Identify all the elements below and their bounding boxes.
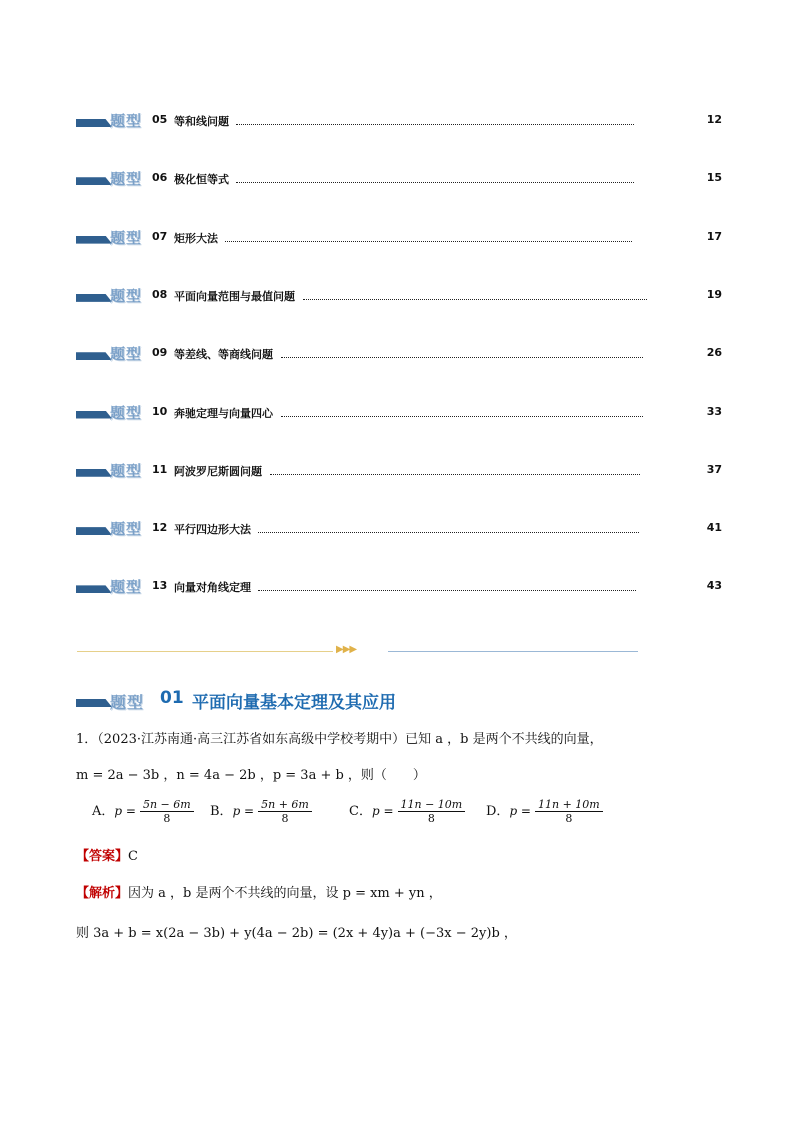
option-fraction	[258, 798, 312, 825]
option-numerator: 11n − 10m	[398, 798, 466, 812]
toc-item-title: 矩形大法	[174, 231, 218, 245]
option-letter: D．	[486, 804, 510, 819]
toc-item-page: 15	[706, 171, 722, 185]
toc-item-title: 等差线、等商线问题	[174, 348, 273, 362]
toc-leader-dots	[258, 532, 639, 533]
toc-item-page: 17	[706, 229, 722, 243]
divider-right	[388, 651, 638, 652]
toc-item-number: 07	[152, 229, 168, 243]
toc-item-page: 37	[706, 462, 722, 476]
option-lhs: p =	[509, 804, 531, 818]
toc-item-title: 平行四边形大法	[174, 523, 251, 537]
toc-badge	[76, 168, 146, 188]
toc-item-page: 12	[706, 113, 722, 126]
badge-label: 题型	[110, 520, 143, 539]
toc-item-page: 26	[706, 346, 722, 360]
toc-item[interactable]	[76, 460, 726, 480]
badge-label: 题型	[110, 286, 143, 305]
toc-badge	[76, 110, 146, 130]
toc-item-number: 13	[152, 579, 168, 593]
section-number: 01	[160, 688, 184, 708]
toc-leader-dots	[258, 590, 636, 591]
section-heading	[76, 688, 716, 714]
option-numerator: 11n + 10m	[535, 798, 603, 812]
option-numerator: 5n − 6m	[140, 798, 194, 812]
toc-item[interactable]	[76, 110, 726, 130]
badge-label: 题型	[110, 170, 143, 189]
badge-bar-icon	[76, 585, 112, 593]
option-letter: B．	[210, 804, 233, 819]
badge-bar-icon	[76, 236, 112, 244]
toc-leader-dots	[236, 182, 634, 183]
answer-value: C	[128, 849, 138, 864]
toc-item-title: 奔驰定理与向量四心	[174, 406, 273, 420]
toc-badge	[76, 460, 146, 480]
badge-bar-icon	[76, 119, 112, 127]
toc-item-number: 06	[152, 171, 168, 185]
toc-item-number: 05	[152, 113, 168, 126]
toc-item-number: 09	[152, 346, 168, 360]
toc-badge	[76, 402, 146, 422]
badge-bar-icon	[76, 177, 112, 185]
badge-bar-icon	[76, 294, 112, 302]
toc-badge	[76, 576, 146, 596]
analysis-line1: 因为 a ，b 是两个不共线的向量，设 p = xm + yn ，	[128, 886, 442, 901]
section-title: 平面向量基本定理及其应用	[192, 693, 396, 713]
option-fraction	[398, 798, 466, 825]
toc-badge	[76, 227, 146, 247]
badge-bar-icon	[76, 352, 112, 360]
option-lhs: p =	[371, 804, 394, 818]
toc-item-number: 12	[152, 521, 168, 535]
toc-item-number: 10	[152, 404, 168, 418]
analysis-line2: 则 3a + b = x(2a − 3b) + y(4a − 2b) = (2x + 4y)a + (−3x − 2y)b ，	[76, 926, 517, 941]
badge-bar-icon	[76, 469, 112, 477]
toc-badge	[76, 343, 146, 363]
option-fraction	[535, 798, 603, 825]
toc-item[interactable]	[76, 518, 726, 538]
badge-bar-icon	[76, 699, 112, 707]
badge-label: 题型	[110, 693, 145, 712]
option-denominator: 8	[281, 812, 289, 825]
question-stem-line2: m = 2a − 3b ，n = 4a − 2b ，p = 3a + b ，则（ ）	[76, 768, 426, 783]
toc-badge	[76, 518, 146, 538]
toc-item-title: 平面向量范围与最值问题	[174, 289, 295, 303]
badge-label: 题型	[110, 403, 143, 422]
answer-line	[76, 845, 138, 864]
toc-item-page: 33	[706, 404, 722, 418]
option-choice[interactable]	[349, 798, 469, 825]
toc-item[interactable]	[76, 227, 726, 247]
question-stem-line1: 1．（2023·江苏南通·高三江苏省如东高级中学校考期中）已知 a ，b 是两个不共线的向量，	[76, 732, 603, 747]
section-badge	[76, 690, 146, 710]
answer-tag: 【答案】	[76, 849, 129, 864]
toc-leader-dots	[236, 124, 634, 125]
badge-label: 题型	[110, 461, 143, 480]
option-choice[interactable]	[486, 798, 607, 825]
option-denominator: 8	[163, 812, 171, 825]
toc-item[interactable]	[76, 576, 726, 596]
option-choice[interactable]	[210, 798, 316, 825]
toc-item-page: 43	[706, 579, 722, 593]
toc-leader-dots	[281, 357, 643, 358]
option-letter: C．	[349, 804, 372, 819]
toc-item[interactable]	[76, 402, 726, 422]
option-choice[interactable]	[92, 798, 198, 825]
toc-item-title: 向量对角线定理	[174, 581, 251, 595]
option-fraction	[140, 798, 194, 825]
toc-leader-dots	[270, 474, 640, 475]
toc-item[interactable]	[76, 343, 726, 363]
divider-arrows: ▶▶▶	[336, 644, 357, 655]
badge-bar-icon	[76, 527, 112, 535]
toc-leader-dots	[303, 299, 647, 300]
badge-label: 题型	[110, 228, 143, 247]
badge-label: 题型	[110, 112, 143, 130]
analysis-tag: 【解析】	[76, 886, 129, 901]
badge-bar-icon	[76, 411, 112, 419]
option-denominator: 8	[565, 812, 573, 825]
option-letter: A．	[92, 804, 115, 819]
toc-leader-dots	[225, 241, 632, 242]
option-lhs: p =	[232, 804, 255, 818]
toc-item-title: 等和线问题	[174, 115, 229, 128]
option-numerator: 5n + 6m	[258, 798, 312, 812]
toc-item-title: 极化恒等式	[174, 173, 229, 187]
toc-item[interactable]	[76, 168, 726, 188]
divider-left	[77, 651, 333, 652]
option-lhs: p =	[114, 804, 136, 818]
toc-leader-dots	[281, 416, 643, 417]
toc-item-page: 19	[706, 287, 722, 301]
toc-item-title: 阿波罗尼斯圆问题	[174, 464, 262, 478]
analysis-line1-wrap	[76, 882, 442, 901]
toc-item[interactable]	[76, 285, 726, 305]
toc-item-number: 11	[152, 462, 168, 476]
badge-label: 题型	[110, 578, 143, 597]
toc-item-page: 41	[706, 521, 722, 535]
toc-badge	[76, 285, 146, 305]
badge-label: 题型	[110, 345, 143, 364]
toc-item-number: 08	[152, 287, 168, 301]
option-denominator: 8	[427, 812, 435, 825]
